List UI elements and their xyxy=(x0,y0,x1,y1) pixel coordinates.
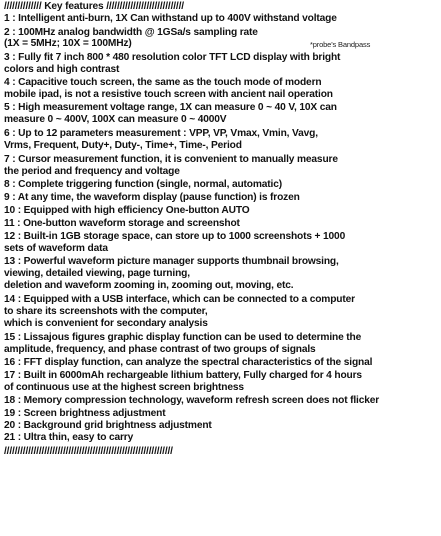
feature-line-18: 18 : Memory compression technology, waveform refresh screen does not flicker xyxy=(4,395,380,406)
feature-line-14b: to share its screenshots with the computer, xyxy=(4,306,208,317)
feature-line-6b: Vrms, Frequent, Duty+, Duty-, Time+, Time-, Period xyxy=(4,140,242,151)
feature-line-13: 13 : Powerful waveform picture manager supports thumbnail browsing, xyxy=(4,256,339,267)
feature-line-16: 16 : FFT display function, can analyze the spectral characteristics of the signal xyxy=(4,357,373,368)
feature-line-3: 3 : Fully fit 7 inch 800 * 480 resolution color TFT LCD display with bright xyxy=(4,52,341,63)
feature-line-12: 12 : Built-in 1GB storage space, can store up to 1000 screenshots + 1000 xyxy=(4,231,346,242)
feature-line-17b: of continuous use at the highest screen brightness xyxy=(4,382,244,393)
feature-line-14c: which is convenient for secondary analysis xyxy=(4,318,208,329)
feature-line-15b: amplitude, frequency, and phase contrast of two groups of signals xyxy=(4,344,316,355)
feature-line-1: 1 : Intelligent anti-burn, 1X Can withstand up to 400V withstand voltage xyxy=(4,13,337,24)
feature-line-13c: deletion and waveform zooming in, zooming out, moving, etc. xyxy=(4,280,294,291)
feature-line-12b: sets of waveform data xyxy=(4,243,108,254)
feature-line-2: 2 : 100MHz analog bandwidth @ 1GSa/s sampling rate xyxy=(4,27,258,38)
feature-line-10: 10 : Equipped with high efficiency One-button AUTO xyxy=(4,205,250,216)
feature-line-4: 4 : Capacitive touch screen, the same as the touch mode of modern xyxy=(4,77,322,88)
feature-line-7: 7 : Cursor measurement function, it is convenient to manually measure xyxy=(4,154,338,165)
feature-line-13b: viewing, detailed viewing, page turning, xyxy=(4,268,190,279)
feature-line-9: 9 : At any time, the waveform display (pause function) is frozen xyxy=(4,192,300,203)
feature-line-14: 14 : Equipped with a USB interface, which can be connected to a computer xyxy=(4,294,355,305)
feature-line-7b: the period and frequency and voltage xyxy=(4,166,180,177)
feature-line-2b: (1X = 5MHz; 10X = 100MHz) xyxy=(4,38,132,49)
feature-line-11: 11 : One-button waveform storage and screenshot xyxy=(4,218,240,229)
footer-line: /////////////////////////////////////////////////////////////// xyxy=(4,446,173,457)
feature-line-6: 6 : Up to 12 parameters measurement : VPP, VP, Vmax, Vmin, Vavg, xyxy=(4,128,318,139)
bandpass-note: *probe's Bandpass xyxy=(310,40,371,49)
feature-line-21: 21 : Ultra thin, easy to carry xyxy=(4,432,134,443)
feature-line-3b: colors and high contrast xyxy=(4,64,120,75)
feature-line-17: 17 : Built in 6000mAh rechargeable lithium battery, Fully charged for 4 hours xyxy=(4,370,362,381)
feature-line-20: 20 : Background grid brightness adjustment xyxy=(4,420,212,431)
feature-line-8: 8 : Complete triggering function (single, normal, automatic) xyxy=(4,179,282,190)
feature-line-15: 15 : Lissajous figures graphic display function can be used to determine the xyxy=(4,332,362,343)
header-line: ////////////// Key features ///////////////////////////// xyxy=(4,1,184,12)
feature-line-5b: measure 0 ~ 400V, 100X can measure 0 ~ 4000V xyxy=(4,114,227,125)
feature-line-4b: mobile ipad, is not a resistive touch screen with ancient nail operation xyxy=(4,89,333,100)
feature-line-19: 19 : Screen brightness adjustment xyxy=(4,408,166,419)
feature-line-5: 5 : High measurement voltage range, 1X can measure 0 ~ 40 V, 10X can xyxy=(4,102,337,113)
